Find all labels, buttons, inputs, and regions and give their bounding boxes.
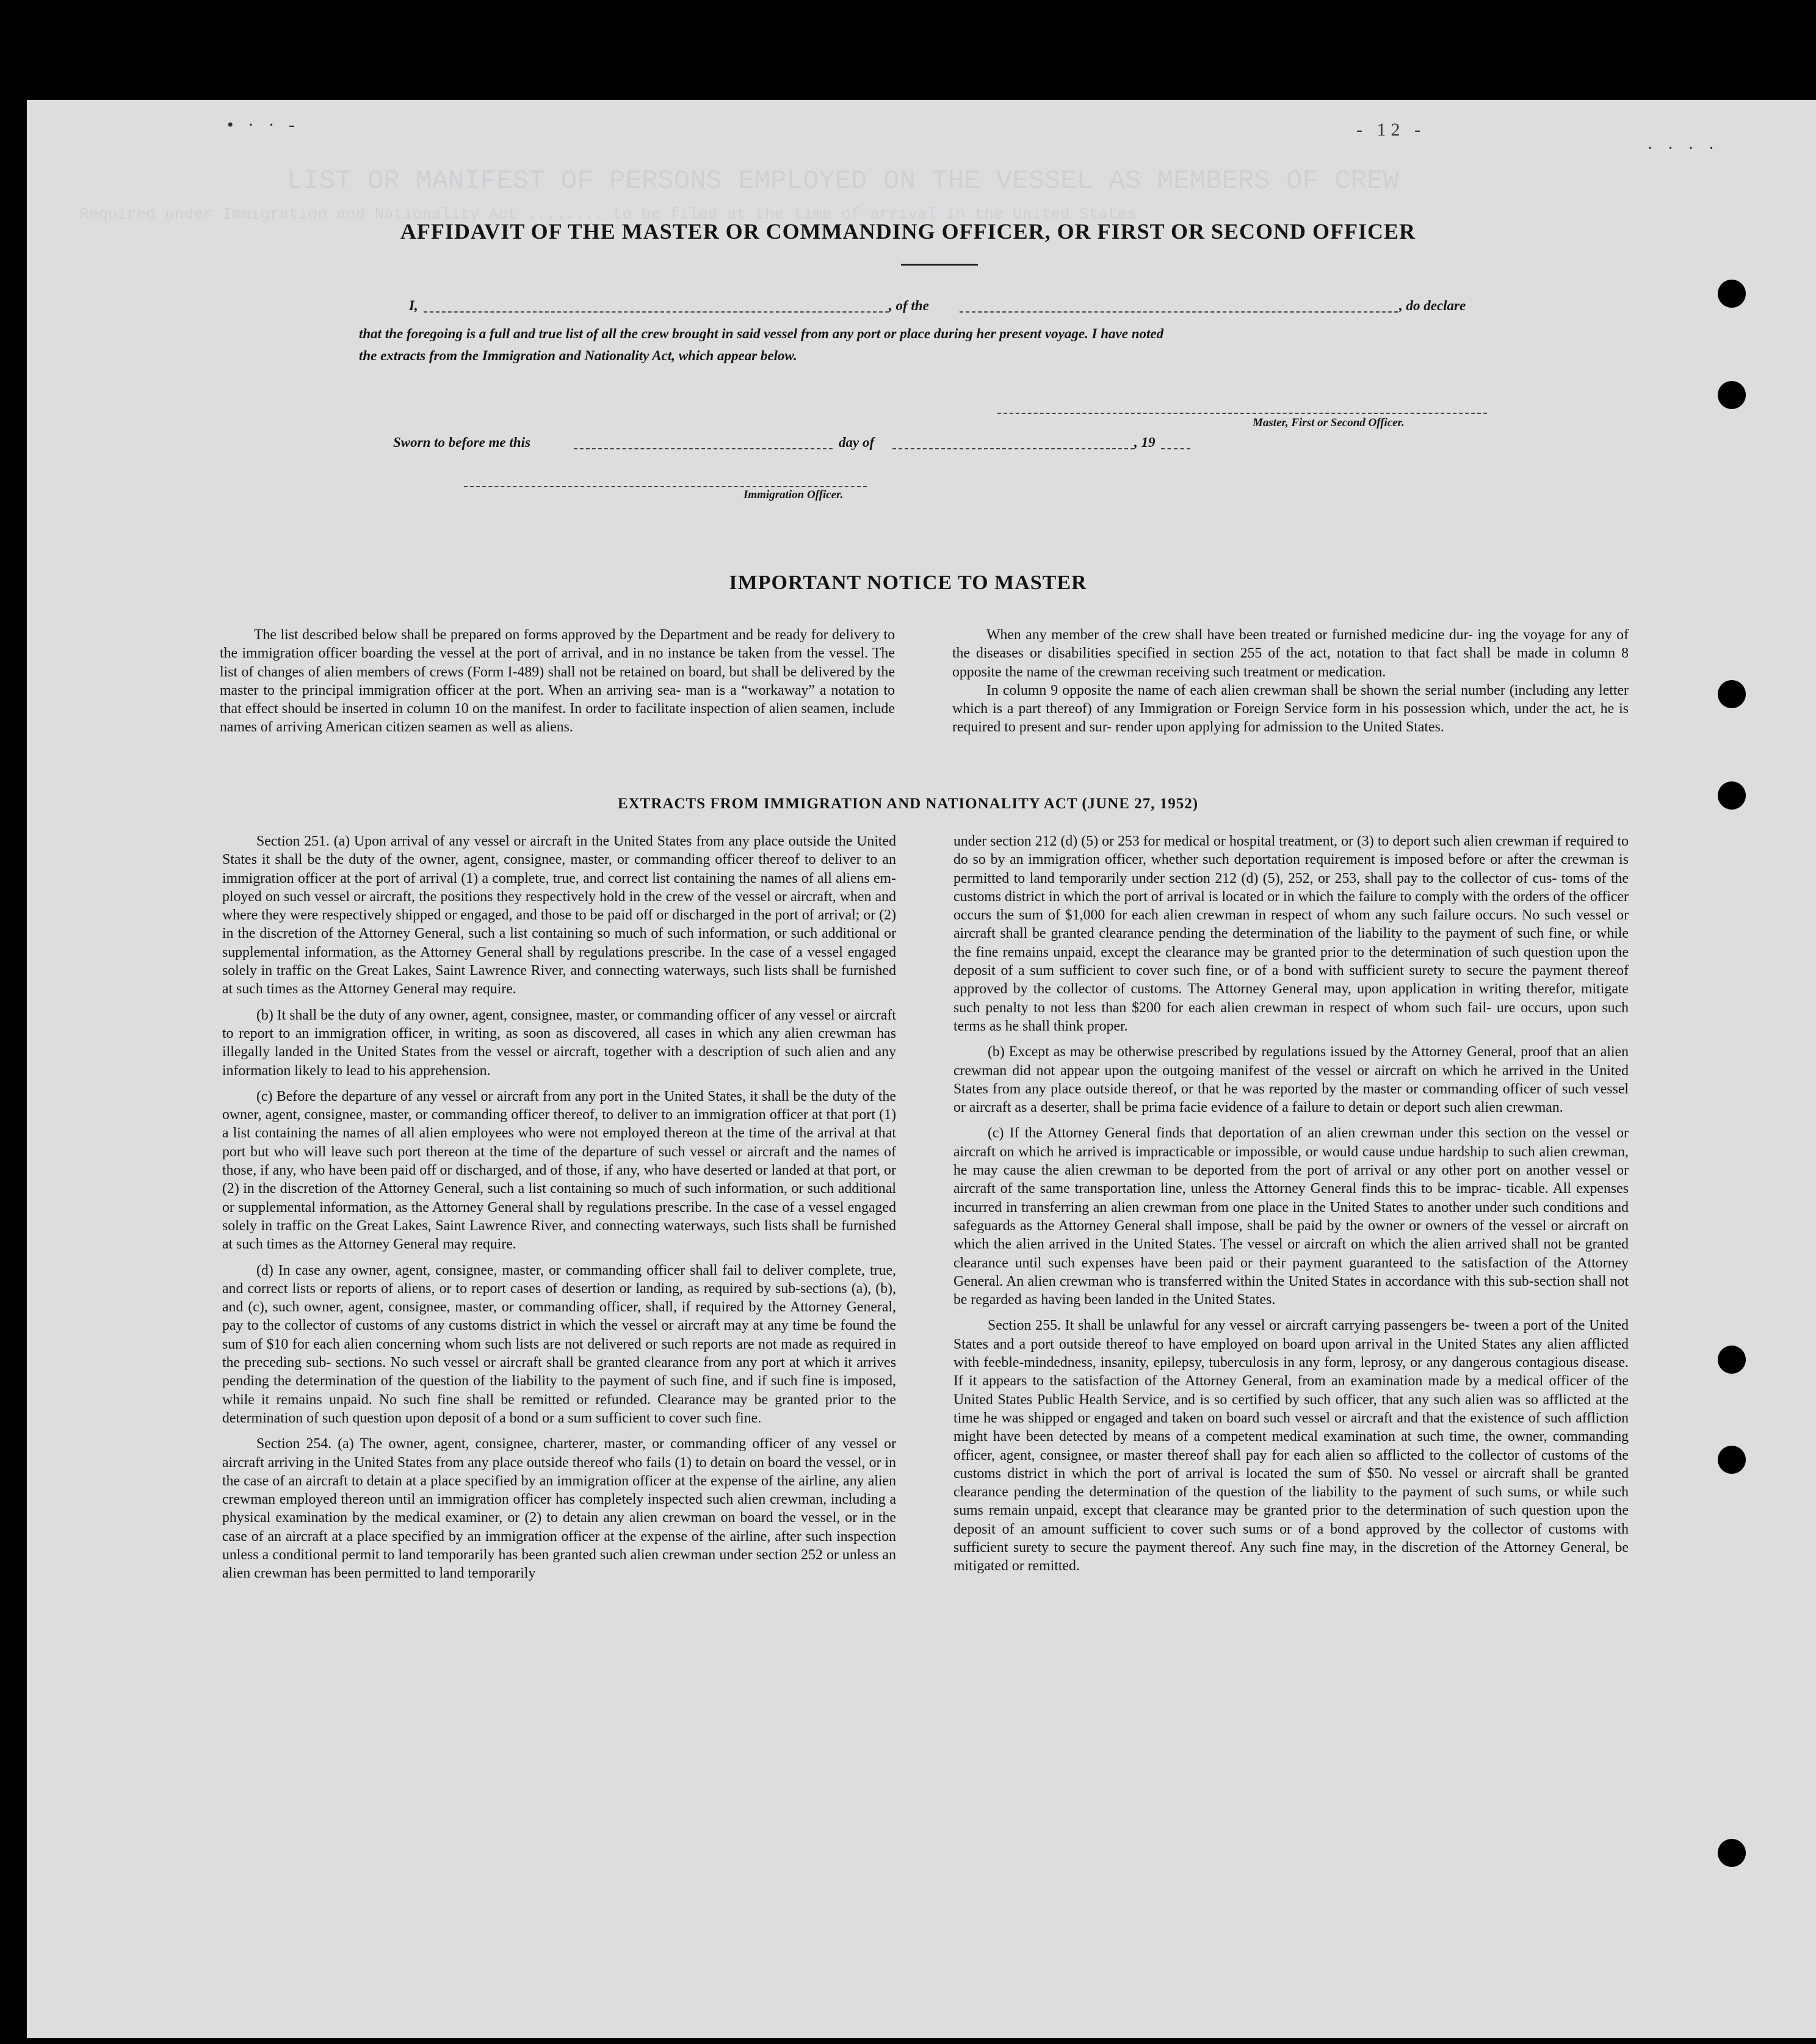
affidavit-line-3: the extracts from the Immigration and Nationality Act, which appear below. — [359, 348, 797, 363]
section-254-c: (c) If the Attorney General finds that deportation of an alien crewman under this section on the vessel or aircraft on which he arrived is impracticable or impossible, or would cause undue hardship to such alien crewman, he may cause the alien crewman to be deported from the port of arrival or any other port on another vessel or aircraft of the same transportation line, unless the Attorney General finds this to be imprac- ticable. All expenses incurred in transferring an alien crewman from one place in the United States to another under such conditions and safeguards as the Attorney General shall impose, shall be paid by the owner or owners of the vessel or aircraft on which the alien arrived in the United States. The vessel or aircraft on which the alien arrived shall not be granted clearance until such expenses have been paid or their payment guaranteed to the satisfaction of the Attorney General. An alien crewman who is transferred within the United States in accordance with this sub-section shall not be regarded as having been landed in the United States. — [953, 1125, 1629, 1308]
section-251-b: (b) It shall be the duty of any owner, agent, consignee, master, or commanding officer of any vessel or aircraft to report to an immigration officer, in writing, as soon as discovered, all cases in which any alien crewman has illegally landed in the United States from the vessel or aircraft, together with a description of such alien and any information likely to lead to his apprehension. — [222, 1007, 896, 1079]
name-blank — [424, 311, 889, 313]
year-label: , 19 — [1134, 435, 1156, 450]
officer-caption: Immigration Officer. — [743, 488, 844, 501]
binder-hole — [1718, 280, 1746, 308]
section-254-a-continued: under section 212 (d) (5) or 253 for medical or hospital treatment, or (3) to deport such alien crewman if required to do so by an immigration officer, whether such deportation requirement is imposed before or after the crewman is permitted to land temporarily under section 212 (d) (5), 252, or 253, shall pay to the collector of cus- toms of the customs district in which the port of arrival is located or in which the failure to comply with the orders of the officer occurs the sum of $1,000 for each alien crewman in respect of whom any such failure occurs. No such vessel or aircraft shall be granted clearance pending the determination of the liability to the payment of such fine, or while the fine remains unpaid, except the clearance may be granted prior to the determination of such question upon the deposit of a sum sufficient to cover such fine, or of a bond with sufficient surety to secure the payment thereof approved by the collector of customs. The Attorney General may, upon application in writing therefor, mitigate such penalty to not less than $200 for each alien crewman in respect of whom such fail- ure occurs, upon such terms as he shall think proper. — [953, 833, 1629, 1034]
extracts-left-column — [222, 832, 896, 1583]
master-caption: Master, First or Second Officer. — [1253, 416, 1405, 429]
sworn-day-blank — [574, 448, 833, 449]
sworn-label: Sworn to before me this — [393, 435, 530, 450]
notice-left-column — [220, 626, 895, 737]
binder-hole — [1718, 1446, 1746, 1474]
month-blank — [892, 448, 1134, 449]
year-blank — [1161, 448, 1190, 449]
extracts-right-column — [953, 832, 1629, 1576]
section-255: Section 255. It shall be unlawful for any vessel or aircraft carrying passengers be- tween a port of the United States and a port outside thereof to have employed on board upon arrival in the United States any alien afflicted with feeble-mindedness, insanity, epilepsy, tuberculosis in any form, leprosy, or any dangerous contagious disease. If it appears to the satisfaction of the Attorney General, from an examination made by a medical officer of the United States Public Health Service, and is so certified by such officer, that any such alien was so afflicted at the time he was shipped or engaged and taken on board such vessel or aircraft and that the existence of such affliction might have been detected by means of a competent medical examination at such time, the owner, commanding officer, agent, consignee, or master thereof shall pay for each alien so afflicted to the collector of customs of the customs district in which the port of arrival is located the sum of $50. No vessel or aircraft shall be granted clearance pending the determination of the question of the liability to the payment of such sums, or while such sums remain unpaid, except that clearance may be granted prior to the determination of such question upon the deposit of an amount sufficient to cover such sums or of a bond approved by the collector of customs with sufficient surety to secure the payment thereof. Any such fine may, in the discretion of the Attorney General, be mitigated or remitted. — [953, 1317, 1629, 1575]
bleed-through-heading: LIST OR MANIFEST OF PERSONS EMPLOYED ON THE VESSEL AS MEMBERS OF CREW — [287, 166, 1399, 197]
affidavit-i-label: I, — [409, 298, 418, 313]
affidavit-line-2: that the foregoing is a full and true list of all the crew brought in said vessel from any port or place during her present voyage. I have noted — [359, 326, 1164, 341]
page-number-mark: - 12 - — [1356, 120, 1425, 140]
section-254-b: (b) Except as may be otherwise prescribed by regulations issued by the Attorney General, proof that an alien crewman did not appear upon the outgoing manifest of the vessel or aircraft on which he arrived in the United States from any place outside thereof, or that he was reported by the master or commanding officer of such vessel or aircraft as a deserter, shall be prima facie evidence of a failure to detain or deport such alien crewman. — [953, 1044, 1629, 1116]
affidavit-title: AFFIDAVIT OF THE MASTER OR COMMANDING OFFICER, OR FIRST OR SECOND OFFICER — [400, 219, 1416, 244]
section-251-c: (c) Before the departure of any vessel or aircraft from any port in the United States, it shall be the duty of the owner, agent, consignee, master, or commanding officer thereof, to deliver to an immigration officer at that port (1) a list containing the names of all alien employees who were not employed thereon at the time of the arrival at that port but who will leave such port thereon at the time of the departure of such vessel or aircraft and the names of those, if any, who have been paid off or discharged, and of those, if any, who have deserted or landed at that port, or (2) in the discretion of the Attorney General, such a list containing so much of such information, or such additional or supplemental information, as the Attorney General shall by regulations prescribe. In the case of a vessel engaged solely in traffic on the Great Lakes, Saint Lawrence River, and connecting waterways, such lists shall be furnished at such times as the Attorney General may require. — [222, 1088, 897, 1253]
section-251-a: Section 251. (a) Upon arrival of any vessel or aircraft in the United States from any place outside the United States it shall be the duty of the owner, agent, consignee, master, or commanding officer thereof to deliver to an immigration officer at the port of arrival (1) a complete, true, and correct list containing the names of all aliens em- ployed on such vessel or aircraft, the positions they respectively hold in the crew of the vessel or aircraft, when and where they were respectively shipped or engaged, and those to be paid off or discharged in the port of arrival; or (2) in the discretion of the Attorney General, such a list containing so much of such information, or such additional or supplemental information, as the Attorney General shall by regulations prescribe. In the case of a vessel engaged solely in traffic on the Great Lakes, Saint Lawrence River, and connecting waterways, such lists shall be furnished at such times as the Attorney General may require. — [222, 833, 897, 998]
affidavit-do-declare: , do declare — [1399, 298, 1466, 313]
binder-hole — [1718, 680, 1746, 708]
binder-hole — [1718, 1346, 1746, 1374]
binder-hole — [1718, 781, 1746, 810]
binder-hole — [1718, 381, 1746, 409]
affidavit-of-the: , of the — [889, 298, 929, 313]
day-of-label: day of — [839, 435, 875, 450]
extracts-title: EXTRACTS FROM IMMIGRATION AND NATIONALITY ACT (JUNE 27, 1952) — [617, 795, 1199, 812]
notice-left-paragraph: The list described below shall be prepared on forms approved by the Department and be ready for delivery to the immigration officer boarding the vessel at the port of arrival, and in no instance be taken from the vessel. The list of changes of alien members of crews (Form I-489) shall not be retained on board, but shall be delivered by the master to the principal immigration officer at the port. When an arriving sea- man is a “workaway” a notation to that effect should be inserted in column 10 on the manifest. In order to facilitate inspection of alien seamen, include names of arriving American citizen seamen as well as aliens. — [220, 627, 895, 736]
bleed-through-subheading: Required under Immigration and Nationality Act ........ to be filed at the time of arrival in the United States — [79, 205, 1137, 223]
vessel-blank — [960, 311, 1398, 313]
title-rule — [901, 264, 978, 266]
officer-signature-line — [464, 486, 867, 487]
master-signature-line — [997, 413, 1487, 414]
notice-right-paragraph-1: When any member of the crew shall have been treated or furnished medicine dur- ing the voyage for any of the diseases or disabilities specified in section 255 of the act, notation to that fact shall be made in column 8 opposite the name of the crewman receiving such treatment or medication. — [952, 627, 1629, 680]
top-mark-left: • · · - — [227, 115, 300, 135]
section-254-a: Section 254. (a) The owner, agent, consignee, charterer, master, or commanding officer of any vessel or aircraft arriving in the United States from any place outside thereof who fails (1) to detain on board the vessel, or in the case of an aircraft to detain at a place specified by an immigration officer at the expense of the airline, any alien crewman employed thereon until an immigration officer has completely inspected such alien crewman, including a physical examination by the medical examiner, or (2) to detain any alien crewman on board the vessel, or in the case of an aircraft at a place specified by an immigration officer at the expense of the airline, after such inspection unless a conditional permit to land temporarily has been granted such alien crewman under section 252 or unless an alien crewman has been permitted to land temporarily — [222, 1436, 897, 1582]
section-251-d: (d) In case any owner, agent, consignee, master, or commanding officer shall fail to deliver complete, true, and correct lists or reports of aliens, or to report cases of desertion or landing, as required by sub-sections (a), (b), and (c), such owner, agent, consignee, master, or commanding officer, shall, if required by the Attorney General, pay to the collector of customs of any customs district in which the vessel or aircraft may at any time be found the sum of $10 for each alien concerning whom such lists are not delivered or such reports are not made as required in the preceding sub- sections. No such vessel or aircraft shall be granted clearance from any port at which it arrives pending the determination of the question of the liability to the payment of such fine, and if such fine is imposed, while it remains unpaid. No such fine shall be remitted or refunded. Clearance may be granted prior to the determination of such question upon deposit of a bond or a sum sufficient to cover such fine. — [222, 1262, 896, 1426]
binder-hole — [1718, 1839, 1746, 1867]
notice-title: IMPORTANT NOTICE TO MASTER — [729, 571, 1087, 594]
top-mark-right: · · · · — [1647, 138, 1720, 158]
notice-right-column — [952, 626, 1629, 737]
notice-right-paragraph-2: In column 9 opposite the name of each alien crewman shall be shown the serial number (including any letter which is a part thereof) of any Immigration or Foreign Service form in his possession which, under the act, he is required to present and sur- render upon applying for admission to the United States. — [952, 682, 1629, 736]
